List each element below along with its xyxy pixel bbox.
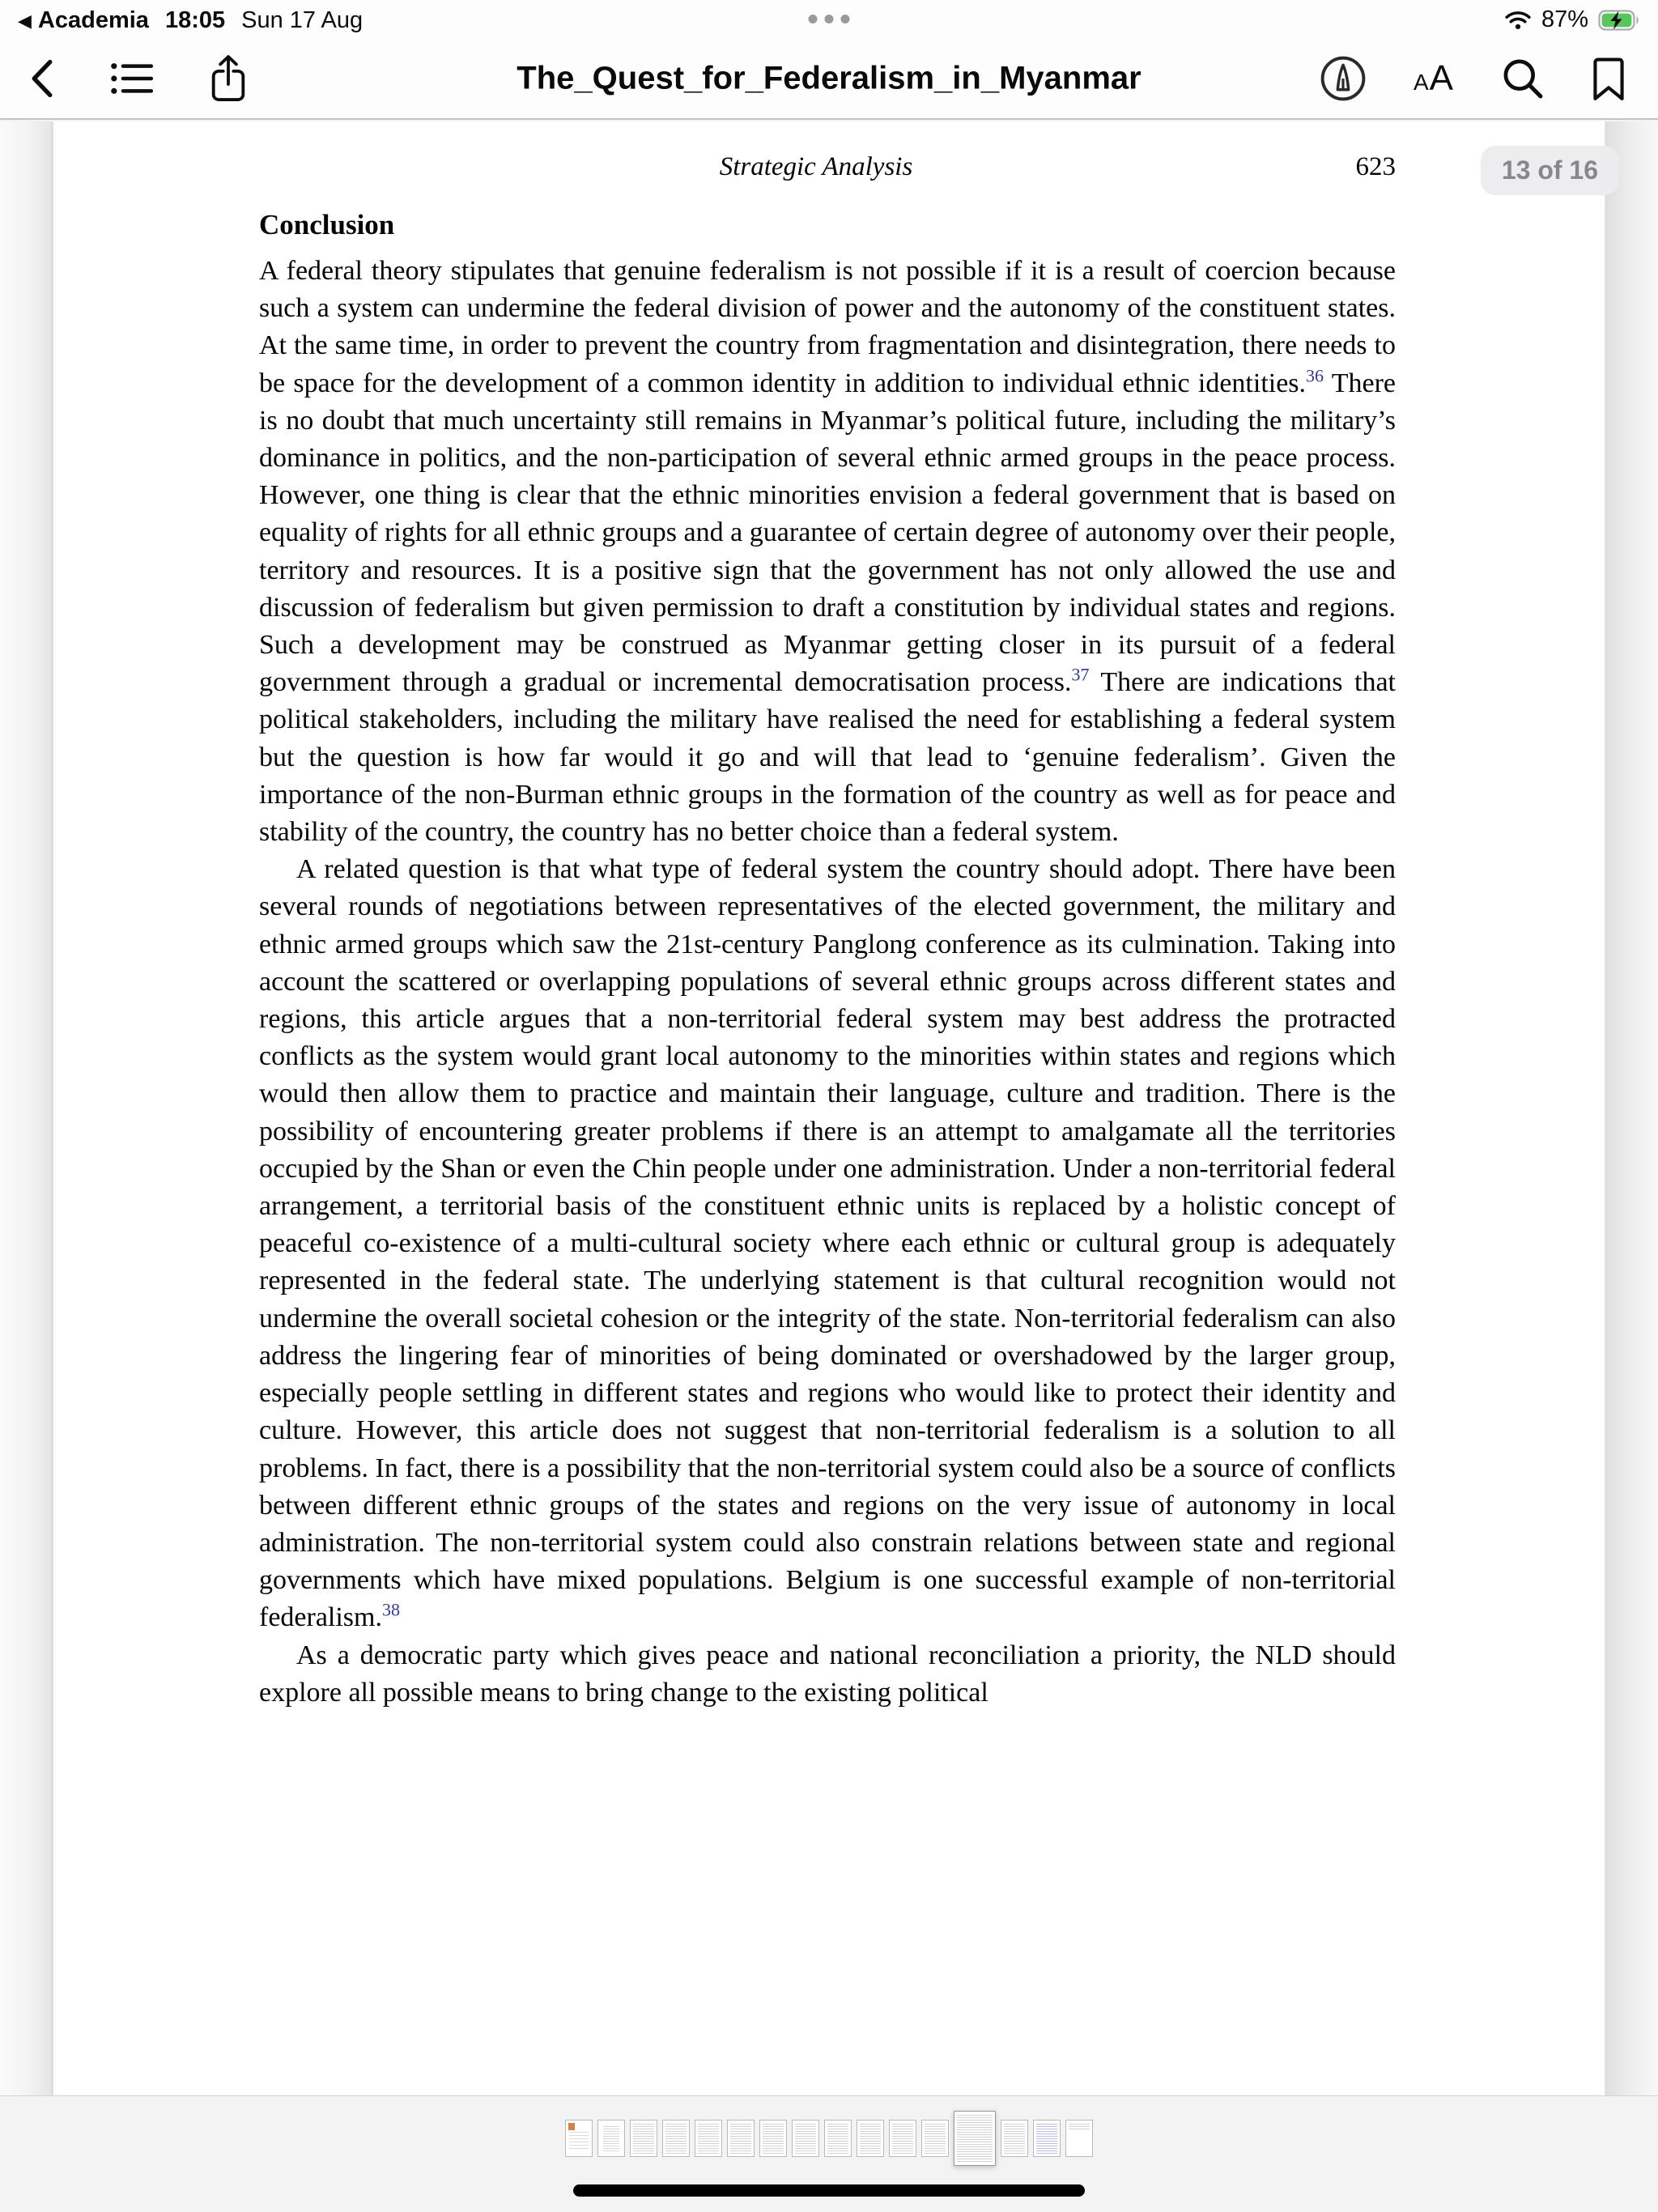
back-triangle-icon: ◀ <box>18 10 32 31</box>
contents-list-icon[interactable] <box>108 59 155 98</box>
journal-name: Strategic Analysis <box>719 152 913 181</box>
page-thumbnail-3[interactable] <box>630 2120 657 2157</box>
back-to-app-button[interactable] <box>18 7 149 34</box>
paragraph-text: A federal theory stipulates that genuine federalism is not possible if it is a result of coercion because such a system can undermine the federal division of power and the autonomy of the constituent states. At the same time, in order to prevent the country from fragmentation and disintegration, there needs to be space for the development of a common identity in addition to individual ethnic identities. <box>259 256 1396 398</box>
paragraph <box>259 1637 1396 1712</box>
page-thumbnail-13[interactable] <box>954 2111 996 2166</box>
next-page-edge[interactable] <box>1605 121 1658 2095</box>
status-right <box>1504 6 1640 33</box>
paragraph-text: As a democratic party which gives peace and national reconciliation a priority, the NLD should explore all possible means to bring change to the existing political <box>259 1640 1396 1708</box>
multitask-dots-handle[interactable] <box>809 15 850 23</box>
search-icon[interactable] <box>1501 57 1545 100</box>
page-thumbnail-9[interactable] <box>824 2120 852 2157</box>
page-thumbnail-15[interactable] <box>1033 2120 1061 2157</box>
article-body <box>259 253 1396 1712</box>
paragraph <box>259 851 1396 1636</box>
printed-page-number: 623 <box>1355 152 1396 181</box>
battery-charging-icon <box>1598 10 1640 31</box>
page-thumbnail-14[interactable] <box>1001 2120 1028 2157</box>
back-app-label: Academia <box>37 7 149 33</box>
page-thumbnail-10[interactable] <box>857 2120 884 2157</box>
back-button[interactable] <box>29 57 55 100</box>
reader-content <box>0 121 1658 2095</box>
footnote-link-36[interactable]: 36 <box>1306 365 1324 386</box>
page-thumbnail-2[interactable] <box>597 2120 625 2157</box>
top-chrome <box>0 0 1658 120</box>
home-indicator[interactable] <box>573 2184 1085 2197</box>
page-thumbnail-12[interactable] <box>921 2120 949 2157</box>
page-thumbnail-4[interactable] <box>662 2120 690 2157</box>
text-size-large-a: A <box>1429 58 1454 98</box>
page-thumbnail-11[interactable] <box>889 2120 916 2157</box>
paragraph-text: A related question is that what type of federal system the country should adopt. There have been several rounds of negotiations between representatives of the elected government, the military and ethnic armed groups which saw the 21st-century Panglong conference as its culmination. Taking into account the scattered or overlapping populations of several ethnic groups across different states and regions, this article argues that a non-territorial federal system may best address the protracted conflicts as the system would grant local autonomy to the minorities within states and regions which would then allow them to practice and maintain their language, culture and tradition. There is the possibility of encountering greater problems if there is an attempt to amalgamate all the territories occupied by the Shan or even the Chin people under one administration. Under a non-territorial federal arrangement, a territorial basis of the constituent ethnic units is replaced by a holistic concept of peaceful co-existence of a multi-cultural society where each ethnic or cultural group is adequately represented in the federal state. The underlying statement is that cultural recognition would not undermine the overall societal cohesion or the integrity of the state. Non-territorial federalism can also address the lingering fear of minorities of being dominated or overshadowed by the larger group, especially people settling in different states and regions who would like to protect their identity and culture. However, this article does not suggest that non-territorial federalism is a solution to all problems. In fact, there is a possibility that the non-territorial system could also be a source of conflicts between different ethnic groups of the states and regions on the very issue of autonomy in local administration. The non-territorial system could also constrain relations between state and regional governments which have mixed populations. Belgium is one successful example of non-territorial federalism. <box>259 854 1397 1633</box>
page-position-badge: 13 of 16 <box>1481 146 1619 195</box>
toolbar-left <box>29 39 248 118</box>
status-left <box>18 7 363 34</box>
status-bar <box>0 0 1658 39</box>
text-size-button[interactable] <box>1414 58 1454 99</box>
pdf-page <box>53 121 1605 2095</box>
footnote-link-38[interactable]: 38 <box>382 1599 400 1620</box>
thumbnail-scrubber-bar <box>0 2095 1658 2212</box>
page-thumbnail-6[interactable] <box>727 2120 755 2157</box>
wifi-icon <box>1504 10 1532 31</box>
share-icon[interactable] <box>209 53 248 104</box>
dot-icon <box>809 15 818 23</box>
page-thumbnail-5[interactable] <box>695 2120 722 2157</box>
bookmark-icon[interactable] <box>1592 55 1626 102</box>
page-thumbnail-7[interactable] <box>759 2120 787 2157</box>
thumbnail-strip[interactable] <box>565 2111 1093 2166</box>
running-header <box>259 152 1396 188</box>
paragraph-text: There is no doubt that much uncertainty still remains in Myanmar’s political future, including the military’s dominance in politics, and the non-participation of several ethnic armed groups in the peace process. However, one thing is clear that the ethnic minorities envision a federal government that is based on equality of rights for all ethnic groups and a guarantee of certain degree of autonomy over their people, territory and resources. It is a positive sign that the government has not only allowed the use and discussion of federalism but given permission to draft a constitution by individual states and regions. Such a development may be construed as Myanmar getting closer in its pursuit of a federal government through a gradual or incremental democratisation process. <box>259 368 1396 698</box>
toolbar <box>0 39 1658 118</box>
section-heading: Conclusion <box>259 209 395 240</box>
page-thumbnail-1[interactable] <box>565 2120 593 2157</box>
document-title: The_Quest_for_Federalism_in_Myanmar <box>517 60 1141 96</box>
text-size-small-a: A <box>1413 70 1430 95</box>
dot-icon <box>841 15 850 23</box>
battery-percent: 87% <box>1541 6 1588 32</box>
page-thumbnail-8[interactable] <box>792 2120 819 2157</box>
status-time: 18:05 <box>164 7 226 33</box>
toolbar-right <box>1320 39 1626 118</box>
paragraph <box>259 253 1396 851</box>
footnote-link-37[interactable]: 37 <box>1071 664 1090 685</box>
dot-icon <box>825 15 834 23</box>
previous-page-edge[interactable] <box>0 121 53 2095</box>
annotate-markup-icon[interactable] <box>1320 55 1367 102</box>
page-thumbnail-16[interactable] <box>1065 2120 1093 2157</box>
status-date: Sun 17 Aug <box>241 7 363 33</box>
paragraph-text: There are indications that political stakeholders, including the military have realised the need for establishing a federal system but the question is how far would it go and will that lead to ‘genuine federalism’. Given the importance of the non-Burman ethnic groups in the formation of the country as well as for peace and stability of the country, the country has no better choice than a federal system. <box>259 667 1396 848</box>
